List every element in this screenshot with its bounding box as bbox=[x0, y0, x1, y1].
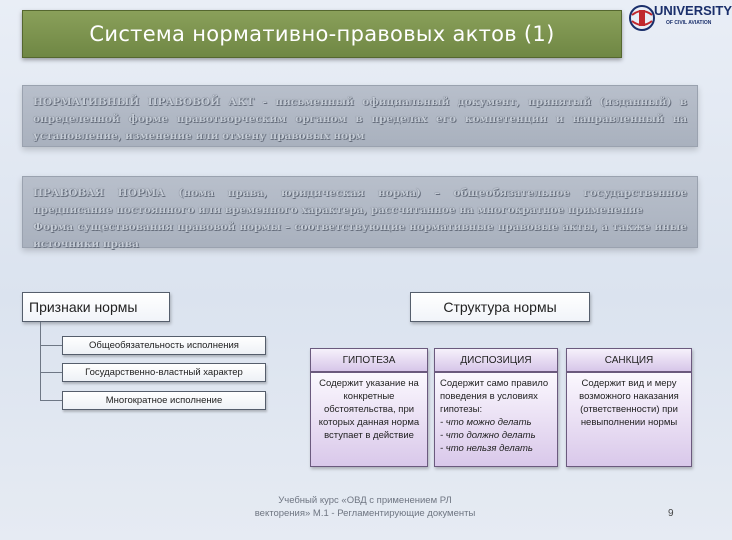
feature-item: Общеобязательность исполнения bbox=[62, 336, 266, 355]
disposition-item: - что нельзя делать bbox=[440, 443, 533, 454]
disposition-item: - что можно делать bbox=[440, 417, 532, 428]
structure-heading-hypothesis: ГИПОТЕЗА bbox=[310, 348, 428, 372]
structure-heading-sanction: САНКЦИЯ bbox=[566, 348, 692, 372]
footer-course-text: Учебный курс «ОВД с применением РЛ векторения» М.1 - Регламентирующие документы bbox=[254, 495, 476, 519]
structure-body-sanction: Содержит вид и меру возможного наказания (ответственности) при невыполнении нормы bbox=[566, 372, 692, 467]
definition-norm-form-text: Форма существования правовой нормы – соответствующие нормативные правовые акты, а также иные источники права bbox=[33, 221, 687, 250]
features-tree-branch bbox=[40, 372, 62, 373]
structure-body-hypothesis: Содержит указание на конкретные обстоятельства, при которых данная норма вступает в действие bbox=[310, 372, 428, 467]
norm-features-label-text: Признаки нормы bbox=[29, 299, 138, 315]
globe-emblem-icon bbox=[628, 3, 656, 33]
structure-body-disposition bbox=[434, 372, 558, 467]
features-tree-branch bbox=[40, 345, 62, 346]
disposition-item: - что должно делать bbox=[440, 430, 536, 441]
logo-subtitle: OF CIVIL AVIATION bbox=[666, 20, 712, 26]
definition-normative-act bbox=[22, 85, 698, 147]
features-tree-branch bbox=[40, 400, 62, 401]
definition-act-text: НОРМАТИВНЫЙ ПРАВОВОЙ АКТ - письменный официальный документ, принятый (изданный) в определенной форме правотворческим органом в пределах его компетенции и направленный на установление, изменение или отмену правовых норм bbox=[33, 96, 687, 142]
structure-heading-disposition: ДИСПОЗИЦИЯ bbox=[434, 348, 558, 372]
slide-title: Система нормативно-правовых актов (1) bbox=[89, 22, 555, 46]
disposition-intro: Содержит само правило поведения в условиях гипотезы: bbox=[440, 378, 549, 415]
slide-title-bar bbox=[22, 10, 622, 58]
feature-item: Многократное исполнение bbox=[62, 391, 266, 410]
logo-wordmark: UNIVERSITY bbox=[654, 3, 732, 18]
norm-structure-label-text: Структура нормы bbox=[443, 299, 557, 315]
definition-legal-norm bbox=[22, 176, 698, 248]
features-tree-trunk bbox=[40, 322, 41, 401]
university-logo bbox=[628, 2, 732, 36]
page-number: 9 bbox=[668, 508, 674, 519]
feature-item: Государственно-властный характер bbox=[62, 363, 266, 382]
definition-norm-text: ПРАВОВАЯ НОРМА (нома права, юридическая норма) – общеобязательное государственное предписание постоянного или временного характера, рассчитанное на многократное применение bbox=[33, 187, 687, 216]
norm-structure-label bbox=[410, 292, 590, 322]
norm-features-label bbox=[22, 292, 170, 322]
